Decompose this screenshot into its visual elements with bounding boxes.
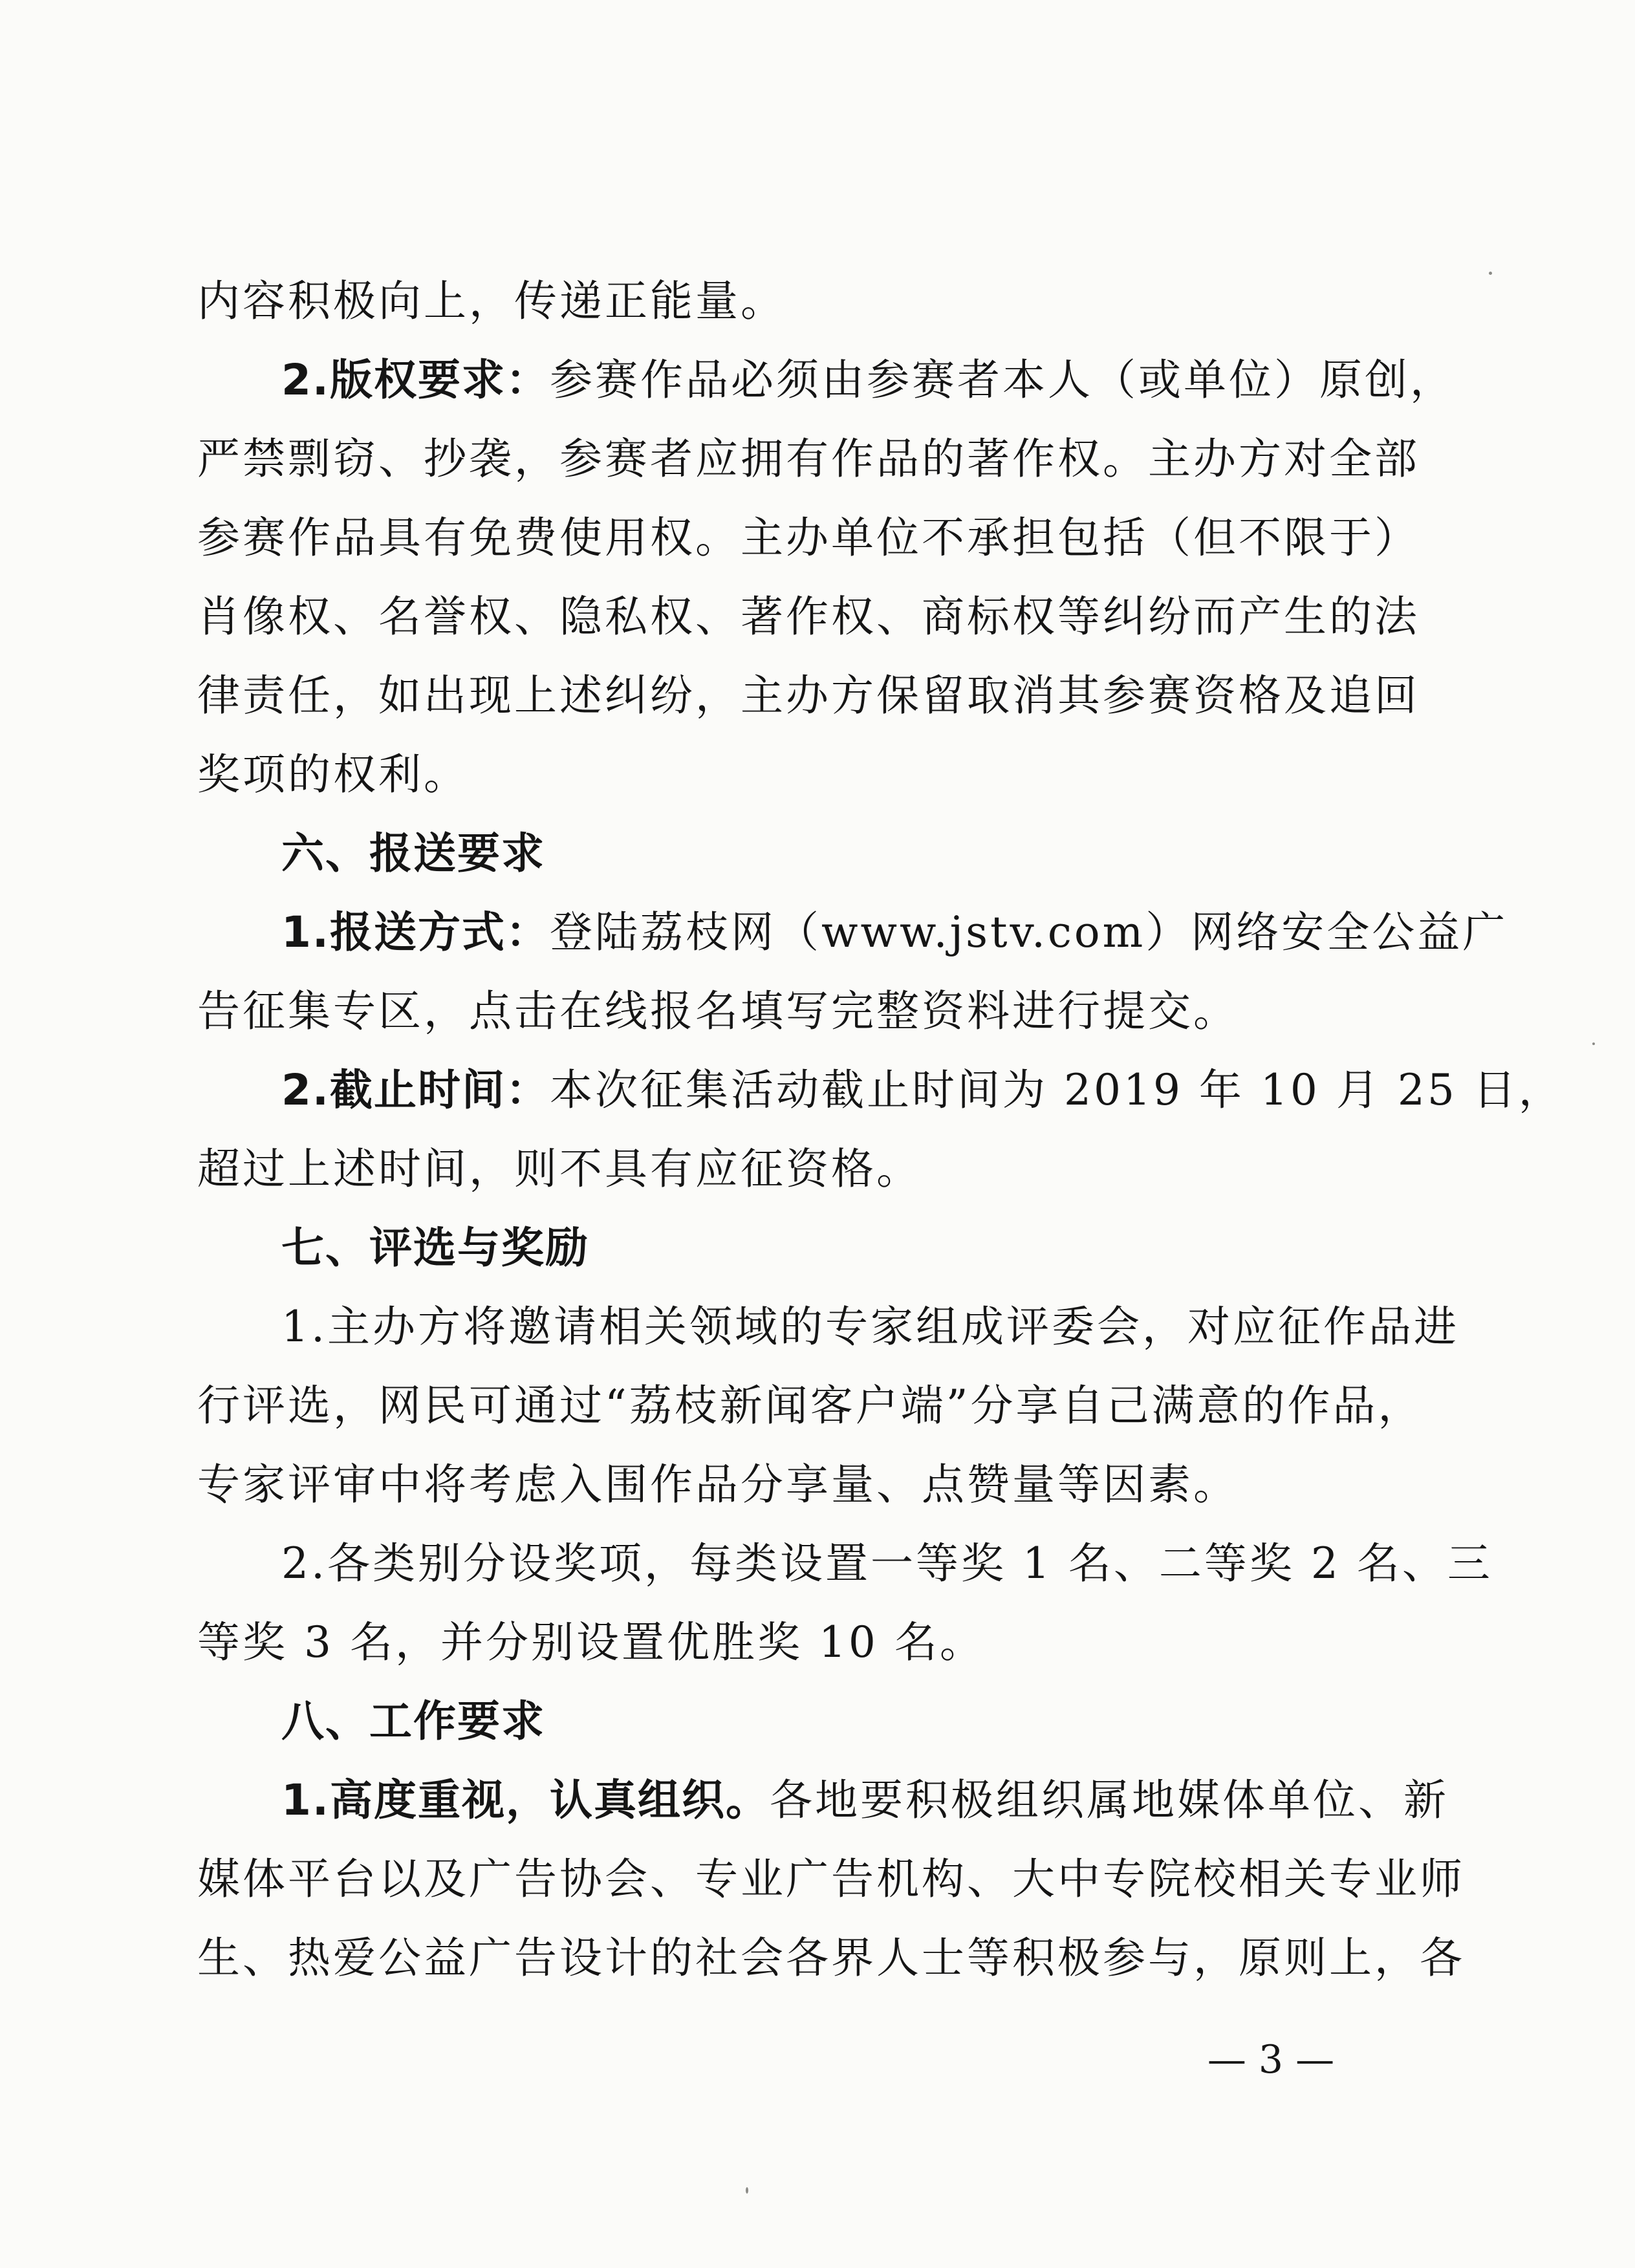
paragraph-lead: 1.报送方式： [281, 907, 550, 957]
paragraph-line [197, 578, 1420, 656]
section-heading [197, 1209, 1384, 1288]
paragraph-text: 肖像权、名誉权、隐私权、著作权、商标权等纠纷而产生的法 [197, 592, 1420, 642]
paragraph-text: 参赛作品必须由参赛者本人（或单位）原创， [550, 355, 1455, 405]
paragraph-lead: 1.高度重视，认真组织。 [281, 1775, 770, 1825]
paragraph-text: 七、评选与奖励 [281, 1223, 589, 1273]
paragraph-line [197, 1840, 1465, 1919]
paragraph-line [197, 1761, 1449, 1840]
section-heading [197, 814, 1384, 893]
document-body [197, 262, 1564, 1998]
paragraph-text: 媒体平台以及广告协会、专业广告机构、大中专院校相关专业师 [197, 1854, 1465, 1904]
paragraph-text: 超过上述时间，则不具有应征资格。 [197, 1144, 922, 1194]
paragraph-text: 本次征集活动截止时间为 2019 年 10 月 25 日， [550, 1065, 1564, 1115]
paragraph-text: 奖项的权利。 [197, 750, 469, 799]
paragraph-line [197, 499, 1420, 578]
paragraph-text: 八、工作要求 [281, 1696, 545, 1746]
paragraph-line [197, 1919, 1465, 1998]
paragraph-text: 告征集专区，点击在线报名填写完整资料进行提交。 [197, 986, 1239, 1036]
paragraph-line [197, 972, 1384, 1051]
page-number: — 3 — [1207, 2037, 1335, 2082]
paragraph-line [197, 1288, 1459, 1366]
paragraph-text: 专家评审中将考虑入围作品分享量、点赞量等因素。 [197, 1460, 1239, 1509]
section-heading [197, 1682, 1384, 1761]
paragraph-line [197, 420, 1420, 499]
paragraph-line [197, 341, 1455, 420]
paragraph-line [197, 1445, 1384, 1524]
paragraph-lead: 2.截止时间： [281, 1065, 550, 1115]
paragraph-text: 等奖 3 名，并分别设置优胜奖 10 名。 [197, 1617, 985, 1667]
paragraph-line [197, 735, 1384, 814]
paragraph-text: 六、报送要求 [281, 828, 545, 878]
paragraph-text: 严禁剽窃、抄袭，参赛者应拥有作品的著作权。主办方对全部 [197, 434, 1420, 484]
paragraph-text: 律责任，如出现上述纠纷，主办方保留取消其参赛资格及追回 [197, 671, 1420, 720]
scan-speck [746, 2187, 748, 2194]
paragraph-line [197, 1366, 1424, 1445]
paragraph-text: 2.各类别分设奖项，每类设置一等奖 1 名、二等奖 2 名、三 [281, 1539, 1493, 1588]
paragraph-line [197, 1603, 1384, 1682]
paragraph-line [197, 262, 1384, 341]
paragraph-text: 参赛作品具有免费使用权。主办单位不承担包括（但不限于） [197, 513, 1420, 563]
paragraph-line [197, 1051, 1564, 1130]
scan-speck [1592, 1042, 1595, 1045]
paragraph-text: 生、热爱公益广告设计的社会各界人士等积极参与，原则上，各 [197, 1933, 1465, 1983]
paragraph-text: 各地要积极组织属地媒体单位、新 [770, 1775, 1449, 1825]
paragraph-line [197, 656, 1420, 735]
paragraph-line [197, 893, 1508, 972]
paragraph-lead: 2.版权要求： [281, 355, 550, 405]
paragraph-line [197, 1524, 1493, 1603]
scan-speck [1489, 272, 1492, 275]
paragraph-text: 行评选，网民可通过“荔枝新闻客户端”分享自己满意的作品， [197, 1381, 1424, 1431]
paragraph-line [197, 1130, 1384, 1209]
paragraph-text: 登陆荔枝网（www.jstv.com）网络安全公益广 [550, 907, 1508, 957]
paragraph-text: 内容积极向上，传递正能量。 [197, 276, 786, 326]
paragraph-text: 1.主办方将邀请相关领域的专家组成评委会，对应征作品进 [281, 1302, 1459, 1352]
